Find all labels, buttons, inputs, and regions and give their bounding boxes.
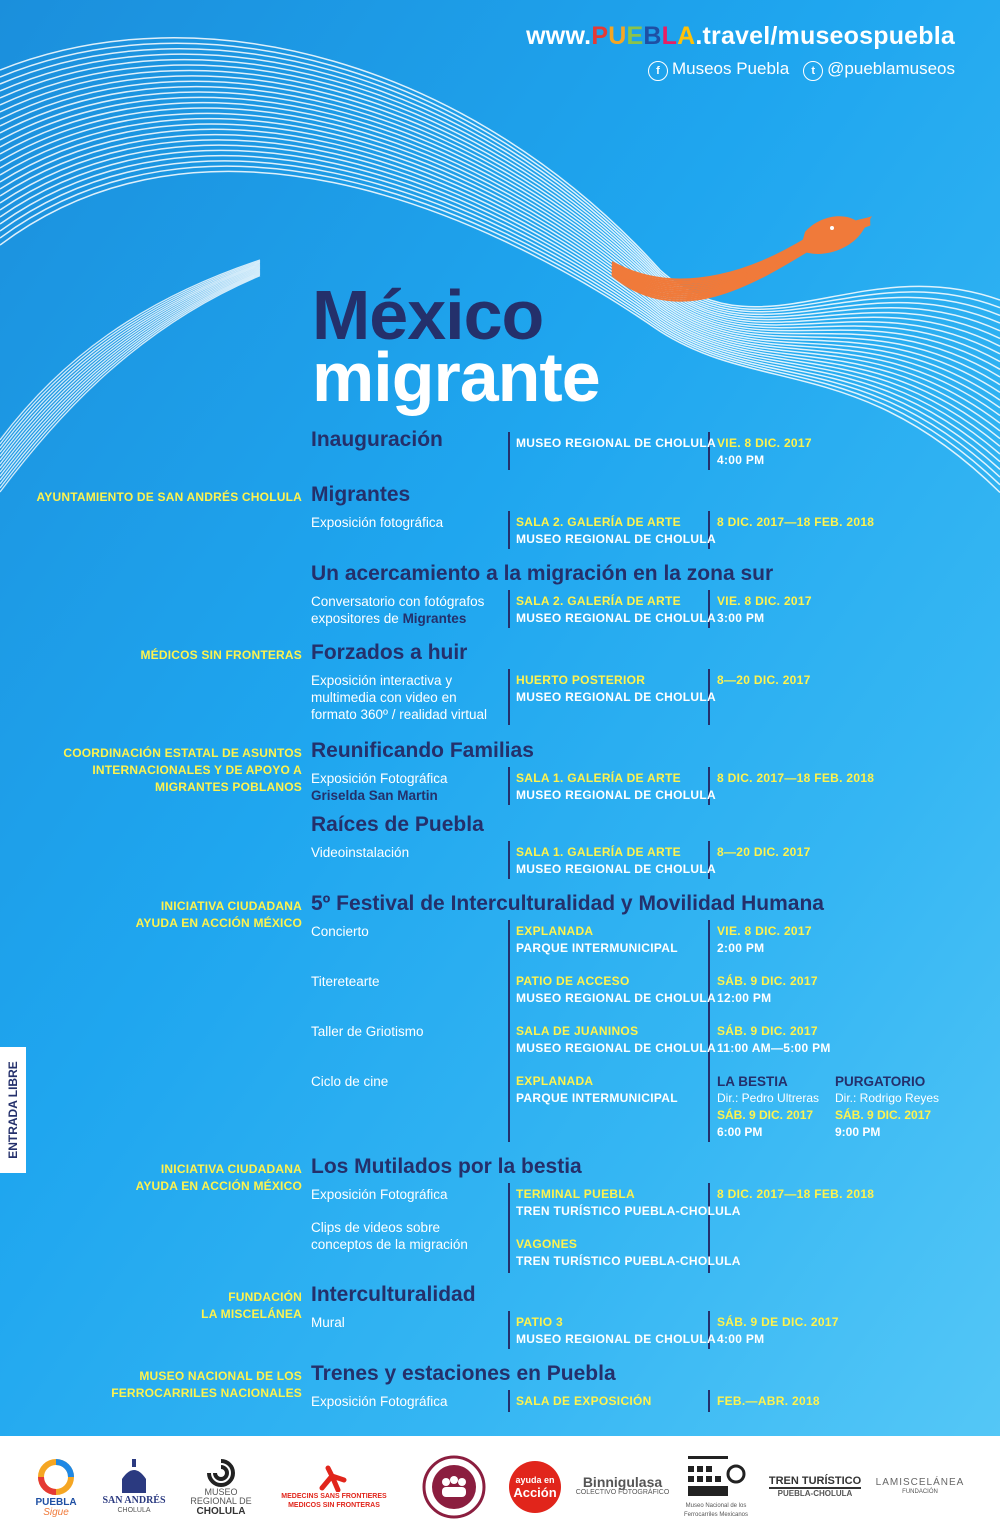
train-pattern-icon — [686, 1454, 746, 1502]
event-place: SALA 1. GALERÍA DE ARTE MUSEO REGIONAL DE CHOLULA — [516, 845, 716, 876]
binnigulasa-logo: Binnigulasa COLECTIVO FOTOGRÁFICO — [575, 1474, 670, 1496]
ayuda-en-accion-logo: ayuda en Acción — [505, 1452, 565, 1522]
event-place: EXPLANADA PARQUE INTERMUNICIPAL — [516, 1074, 678, 1105]
divider — [508, 1183, 510, 1273]
event-organizer: INICIATIVA CIUDADANA AYUDA EN ACCIÓN MÉXICO — [135, 1162, 302, 1193]
event-date: 8—20 DIC. 2017 — [717, 845, 811, 859]
museo-regional-logo: MUSEO REGIONAL DE CHOLULA — [185, 1452, 257, 1522]
event-description: Conversatorio con fotógrafos expositores de Migrantes — [311, 594, 485, 626]
event-date: SÁB. 9 DIC. 2017 12:00 PM — [717, 974, 818, 1005]
la-miscelanea-logo: LAMISCELÁNEA FUNDACIÓN — [875, 1477, 965, 1495]
divider — [508, 1390, 510, 1412]
film-la-bestia: LA BESTIA Dir.: Pedro Ultreras SÁB. 9 DIC. 2017 6:00 PM — [717, 1074, 820, 1139]
event-organizer: AYUNTAMIENTO DE SAN ANDRÉS CHOLULA — [36, 490, 302, 504]
event-date: VIE. 8 DIC. 2017 2:00 PM — [717, 924, 812, 955]
divider — [508, 1311, 510, 1349]
event-place: EXPLANADA PARQUE INTERMUNICIPAL — [516, 924, 678, 955]
event-place: SALA DE JUANINOS MUSEO REGIONAL DE CHOLULA — [516, 1024, 716, 1055]
event-place: HUERTO POSTERIOR MUSEO REGIONAL DE CHOLULA — [516, 673, 716, 704]
divider — [508, 920, 510, 1142]
event-organizer: MÉDICOS SIN FRONTERAS — [140, 648, 302, 662]
san-andres-logo: SAN ANDRÉS CHOLULA — [98, 1452, 170, 1522]
divider — [708, 1390, 710, 1412]
event-date: 8 DIC. 2017—18 FEB. 2018 — [717, 771, 875, 785]
social-links — [526, 59, 955, 81]
event-date: SÁB. 9 DE DIC. 2017 4:00 PM — [717, 1315, 839, 1346]
event-organizer: INICIATIVA CIUDADANA AYUDA EN ACCIÓN MÉXICO — [135, 899, 302, 930]
running-figure-icon — [316, 1464, 352, 1492]
sponsor-logos — [0, 1436, 1000, 1536]
puebla-swirl-icon — [36, 1457, 76, 1497]
event-description: Exposición Fotográfica — [311, 1187, 448, 1202]
event-description: Taller de Griotismo — [311, 1024, 424, 1039]
event-place: SALA DE EXPOSICIÓN — [516, 1394, 652, 1408]
event-description: Ciclo de cine — [311, 1074, 389, 1089]
orange-bird-icon — [612, 216, 872, 301]
event-place: SALA 2. GALERÍA DE ARTE MUSEO REGIONAL DE CHOLULA — [516, 594, 716, 625]
title-migrante: migrante — [312, 338, 600, 416]
facebook-link[interactable]: f Museos Puebla — [648, 59, 789, 81]
film-purgatorio: PURGATORIO Dir.: Rodrigo Reyes SÁB. 9 DIC. 2017 9:00 PM — [835, 1074, 940, 1139]
event-place: SALA 1. GALERÍA DE ARTE MUSEO REGIONAL DE CHOLULA — [516, 771, 716, 802]
divider — [508, 841, 510, 879]
event-date: 8 DIC. 2017—18 FEB. 2018 — [717, 1187, 875, 1201]
coordinacion-estatal-logo — [415, 1452, 493, 1522]
puebla-logo: PUEBLA Sigue — [30, 1452, 82, 1522]
divider — [508, 767, 510, 805]
puebla-logo-text: PUEBLA — [591, 22, 696, 50]
event-description: Exposición fotográfica — [311, 515, 444, 530]
event-title: Interculturalidad — [311, 1283, 476, 1306]
divider — [508, 590, 510, 628]
event-place: PATIO DE ACCESO MUSEO REGIONAL DE CHOLULA — [516, 974, 716, 1005]
event-title: Raíces de Puebla — [311, 813, 484, 836]
facebook-icon: f — [648, 61, 668, 81]
event-description: Exposición Fotográfica — [311, 1394, 448, 1409]
event-place: SALA 2. GALERÍA DE ARTE MUSEO REGIONAL DE CHOLULA — [516, 515, 716, 546]
event-title: 5º Festival de Interculturalidad y Movilidad Humana — [311, 892, 824, 915]
event-title: Migrantes — [311, 483, 411, 506]
spiral-glyph-icon — [206, 1458, 236, 1488]
event-description: Exposición interactiva y multimedia con video en formato 360º / realidad virtual — [311, 673, 488, 722]
event-date: VIE. 8 DIC. 2017 4:00 PM — [717, 436, 812, 467]
event-date: 8 DIC. 2017—18 FEB. 2018 — [717, 515, 875, 529]
event-place: MUSEO REGIONAL DE CHOLULA — [516, 436, 716, 450]
header — [526, 22, 955, 81]
event-date: 8—20 DIC. 2017 — [717, 673, 811, 687]
event-description: Titeretearte — [311, 974, 380, 989]
church-dome-icon — [114, 1459, 154, 1495]
museo-ferrocarriles-logo: Museo Nacional de los Ferrocarriles Mexicanos — [680, 1452, 752, 1522]
event-date: VIE. 8 DIC. 2017 3:00 PM — [717, 594, 812, 625]
event-title: Inauguración — [311, 428, 443, 451]
title-mexico: México — [312, 276, 544, 354]
event-date: FEB.—ABR. 2018 — [717, 1394, 820, 1408]
people-circle-seal-icon — [421, 1454, 487, 1520]
event-title: Trenes y estaciones en Puebla — [311, 1362, 616, 1385]
event-place: TERMINAL PUEBLA TREN TURÍSTICO PUEBLA-CHOLULA — [516, 1187, 741, 1218]
divider — [508, 432, 510, 470]
website-url[interactable]: www.PUEBLA.travel/museospuebla — [526, 22, 955, 50]
twitter-icon: t — [803, 61, 823, 81]
event-description: Mural — [311, 1315, 345, 1330]
event-title: Los Mutilados por la bestia — [311, 1155, 582, 1178]
msf-logo: MEDECINS SANS FRONTIERES MEDICOS SIN FRONTERAS — [268, 1452, 400, 1522]
entrada-libre-badge: ENTRADA LIBRE — [0, 1047, 26, 1173]
event-organizer: FUNDACIÓN LA MISCELÁNEA — [201, 1290, 302, 1321]
event-title: Un acercamiento a la migración en la zona sur — [311, 562, 774, 585]
event-place: VAGONES TREN TURÍSTICO PUEBLA-CHOLULA — [516, 1237, 741, 1268]
divider — [508, 511, 510, 549]
divider — [508, 669, 510, 725]
event-description: Clips de videos sobre conceptos de la migración — [311, 1220, 468, 1252]
event-date: SÁB. 9 DIC. 2017 11:00 AM—5:00 PM — [717, 1024, 831, 1055]
event-description: Concierto — [311, 924, 369, 939]
event-organizer: COORDINACIÓN ESTATAL DE ASUNTOS INTERNACIONALES Y DE APOYO A MIGRANTES POBLANOS — [63, 746, 302, 794]
event-description: Videoinstalación — [311, 845, 410, 860]
event-organizer: MUSEO NACIONAL DE LOS FERROCARRILES NACIONALES — [111, 1369, 302, 1400]
event-place: PATIO 3 MUSEO REGIONAL DE CHOLULA — [516, 1315, 716, 1346]
tren-turistico-logo: TREN TURÍSTICO PUEBLA-CHOLULA — [768, 1475, 862, 1498]
event-title: Reunificando Familias — [311, 739, 534, 762]
event-title: Forzados a huir — [311, 641, 468, 664]
twitter-link[interactable]: t @pueblamuseos — [803, 59, 955, 81]
event-description: Exposición Fotográfica Griselda San Martin — [311, 771, 448, 803]
